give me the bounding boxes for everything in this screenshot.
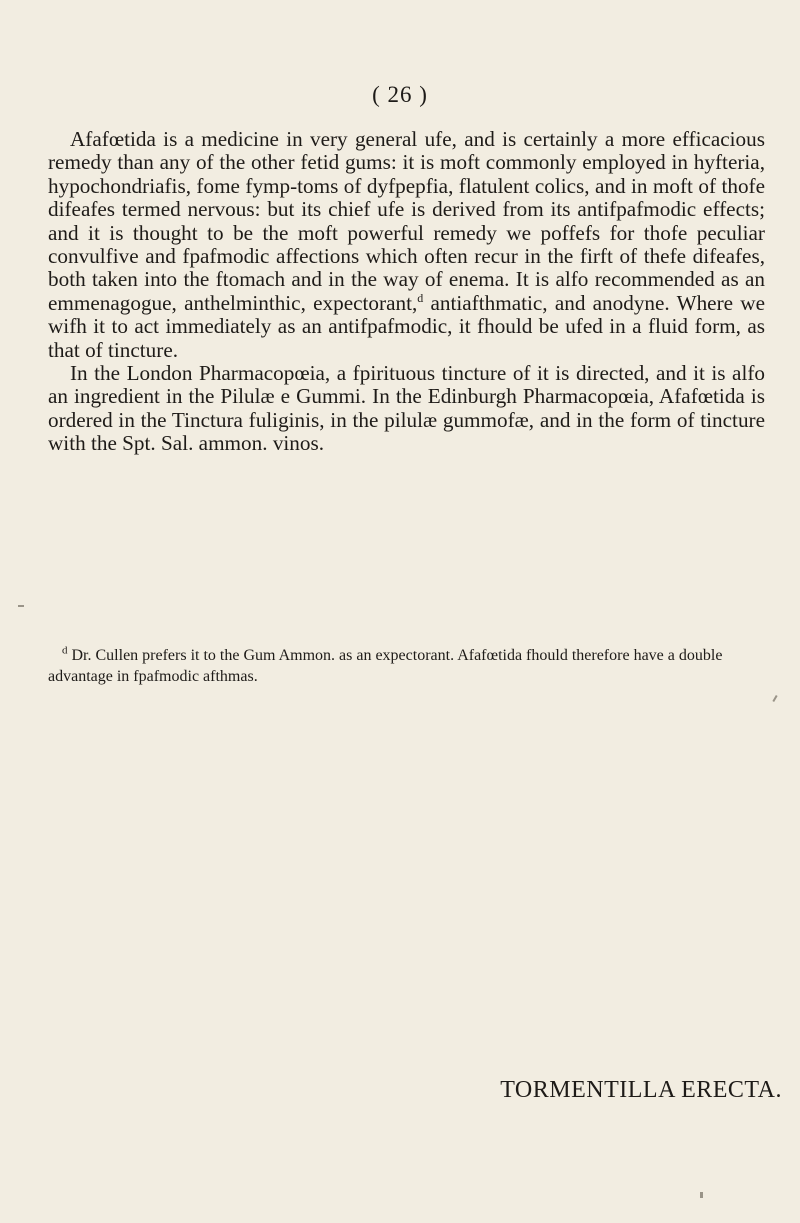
paragraph-pharmacopoeia: In the London Pharmacopœia, a fpirituous tincture of it is directed, and it is alfo an ingredient in the Pilulæ e Gummi. In the Edinburgh Pharmacopœia, Afafœtida is ordered in the Tinctura fuliginis, in the pilulæ gummofæ, and in the form of tincture with the Spt. Sal. ammon. vinos. xyxy=(48,361,765,456)
paper-speck xyxy=(700,1192,703,1198)
footnote xyxy=(48,645,788,687)
catchword: TORMENTILLA ERECTA. xyxy=(500,1077,782,1103)
paragraph-text: Afafœtida is a medicine in very general ufe, and is certainly a more efficacious remedy than any of the other fetid gums: it is moft commonly employed in hyfteria, hypochondriafis, fome fymp-toms of dyfpepfia, flatulent colics, and in moft of thofe difeafes termed nervous: but its chief ufe is derived from its antifpafmodic effects; and it is thought to be the moft powerful remedy we poffefs for thofe peculiar convulfive and fpafmodic affections which often recur in the firft of thefe difeafes, both taken into the ftomach and in the way of enema. It is alfo recommended as an emmenagogue, anthelminthic, expectorant, xyxy=(48,127,765,315)
paper-speck xyxy=(18,605,24,607)
main-text xyxy=(48,128,765,456)
footnote-marker: d xyxy=(62,644,68,657)
paragraph-text-continued: antiafthmatic, and anodyne. Where we wifh it to act immediately as an antifpafmodic, it fhould be ufed in a fluid form, as that of tincture. xyxy=(48,290,765,362)
paper-speck xyxy=(772,695,777,702)
footnote-text: Dr. Cullen prefers it to the Gum Ammon. as an expectorant. Afafœtida fhould therefore have a double advantage in fpafmodic afthmas. xyxy=(48,647,723,685)
footnote-reference: d xyxy=(417,290,424,305)
paragraph-asafoetida-uses xyxy=(48,128,765,362)
page-number: ( 26 ) xyxy=(372,82,428,107)
